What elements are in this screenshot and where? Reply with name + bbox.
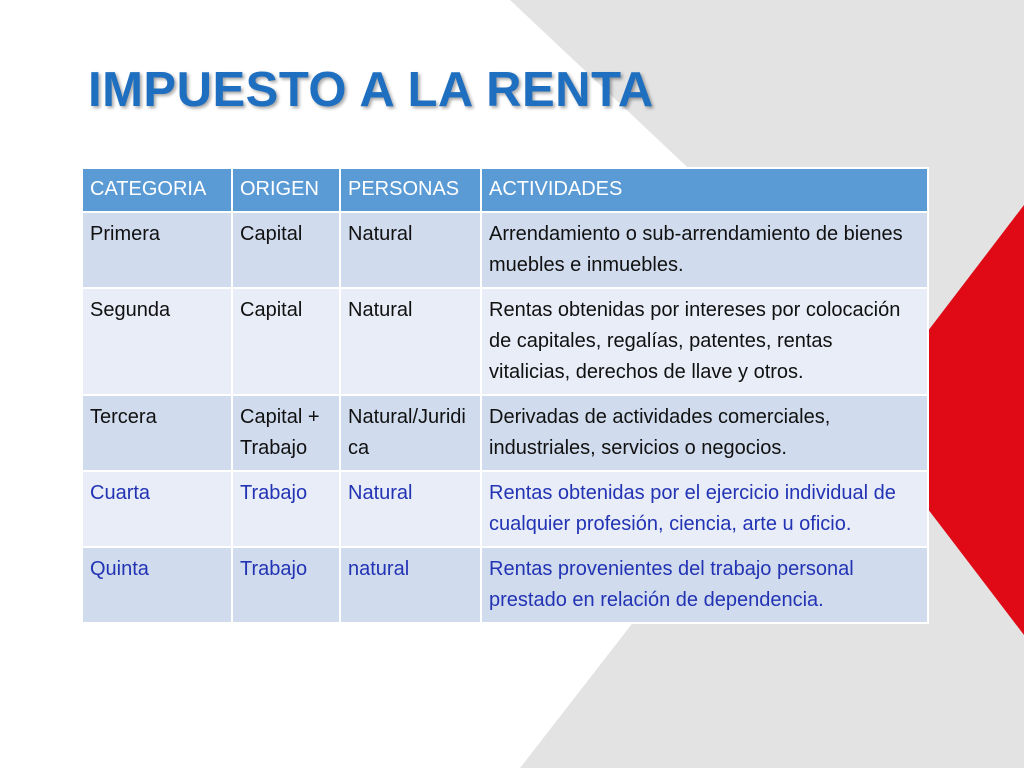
header-origen: ORIGEN <box>232 168 340 212</box>
cell-origen: Capital <box>232 212 340 288</box>
cell-personas: Natural <box>340 288 481 395</box>
cell-actividades: Rentas obtenidas por el ejercicio individual de cualquier profesión, ciencia, arte u oficio. <box>481 471 928 547</box>
cell-origen: Trabajo <box>232 471 340 547</box>
cell-personas: natural <box>340 547 481 623</box>
header-categoria: CATEGORIA <box>82 168 232 212</box>
cell-categoria: Cuarta <box>82 471 232 547</box>
cell-personas: Natural <box>340 212 481 288</box>
cell-personas: Natural <box>340 471 481 547</box>
table-header-row <box>82 168 928 212</box>
cell-personas: Natural/Juridica <box>340 395 481 471</box>
cell-categoria: Tercera <box>82 395 232 471</box>
cell-actividades: Rentas provenientes del trabajo personal prestado en relación de dependencia. <box>481 547 928 623</box>
income-tax-table <box>81 167 929 624</box>
cell-origen: Capital <box>232 288 340 395</box>
table-row <box>82 212 928 288</box>
cell-categoria: Segunda <box>82 288 232 395</box>
cell-categoria: Primera <box>82 212 232 288</box>
header-actividades: ACTIVIDADES <box>481 168 928 212</box>
table-row <box>82 395 928 471</box>
table-row <box>82 471 928 547</box>
cell-categoria: Quinta <box>82 547 232 623</box>
cell-origen: Trabajo <box>232 547 340 623</box>
cell-actividades: Rentas obtenidas por intereses por colocación de capitales, regalías, patentes, rentas vitalicias, derechos de llave y otros. <box>481 288 928 395</box>
cell-origen: Capital + Trabajo <box>232 395 340 471</box>
table-row <box>82 288 928 395</box>
slide-title: IMPUESTO A LA RENTA <box>88 63 654 117</box>
cell-actividades: Derivadas de actividades comerciales, industriales, servicios o negocios. <box>481 395 928 471</box>
table-row <box>82 547 928 623</box>
header-personas: PERSONAS <box>340 168 481 212</box>
cell-actividades: Arrendamiento o sub-arrendamiento de bienes muebles e inmuebles. <box>481 212 928 288</box>
